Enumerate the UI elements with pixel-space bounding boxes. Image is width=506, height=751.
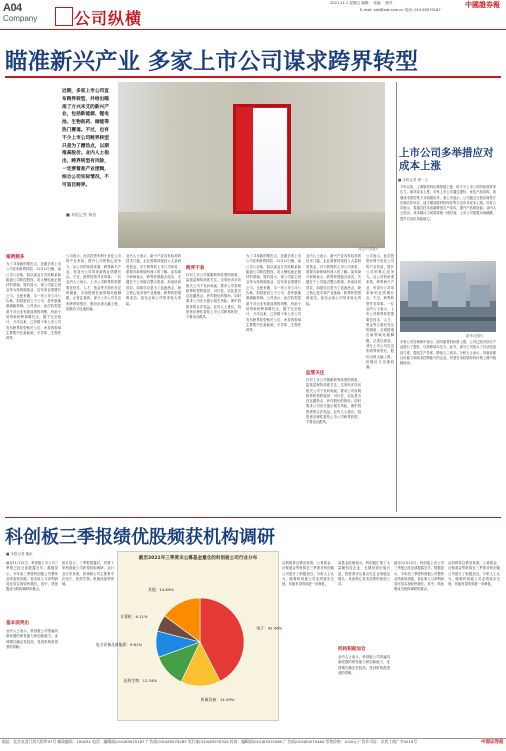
lead-byline: ■ 本报记者 杨洁 (66, 212, 97, 217)
sidebar-photo-credit: 新华社图片 (466, 334, 484, 338)
pie-label-2: 医药生物：12.34% (123, 678, 158, 684)
headline-rule (5, 76, 501, 78)
newspaper-logo: 中國證券報 (465, 0, 500, 9)
main-column-6: 业内人士表示，新兴产业具有较高的技术门槛，企业需要持续投入大量研发资金。对于跨界的上市公司来说，需要对新领域有深入的了解。某券商分析师表示，跨界转型能否成功，关键在于公司能否整合资源，形成协同效应。如果仅仅是为了追逐热点，缺乏核心技术和产业基础，跨界转型很难成功，甚至会给公司带来较大风险。 (306, 254, 361, 306)
header-contact: E-mail: zzb@zzb.com.cn 电话: 010-63070187 (360, 8, 441, 12)
header-meta: 2021.11.1 星期五 编辑： 美编： 校对： (330, 1, 396, 5)
main-column-2: 公司表示，此次投资有利于优化公司的产业布局，提升公司的核心竞争力。从公司的角度来看，跨界新兴产业，有望为公司带来新的业绩增长点。不过，跨界转型并非易事。一位业内人士表示，上市公司跨界转型需要在技术、人才、资金等方面有充足的储备，否则很难在新领域站稳脚跟。记者注意到，部分上市公司在宣布跨界转型后，股价出现大幅上涨，但随后又迅速回落。 (66, 254, 121, 311)
pie-label-4: 计算机：6.11% (120, 614, 148, 620)
section-code: A04 (3, 2, 22, 14)
section-title: 公司纵横 (74, 9, 143, 28)
sidebar-column-bottom: 多家公司在调研中表示，面对原材料价格上涨，公司已经对部分产品进行了提价，以转移成本压力。此外，部分公司加大了自动化改造力度，提高生产效率，降低人工成本。分析人士表示，具备较强议价能力和成本控制能力的企业，有望在本轮原材料价格上涨中脱颖而出。 (400, 340, 496, 366)
sidebar-headline: 上市公司多举措应对成本上涨 (399, 147, 494, 172)
main-photo (118, 82, 385, 248)
sidebar-photo-scene (400, 261, 496, 332)
footer-text: 地址：北京宣武门西大街甲97号 邮政编码：100031 电话：编辑部(010)63070187 广告部(010)63070283 发行部(010)63070324 传真：编辑部(010)63070480 广告部(010)63070484 零售价格：4.00元 广告许可证：京西工商广字0019号 (2, 739, 417, 744)
second-column-4b: 业内人士表示，科创板公司普遍具备较强的研发能力和创新能力，业绩增长确定性较高，受到机构投资者的青睐。 (338, 655, 390, 675)
second-column-2: 统计显示，三季报披露后，有数十家科创板公司获得机构调研。从行业分布来看，获调研公司主要集中在电子、医药生物、机械设备等领域。 (62, 561, 114, 587)
subhead-difficult: 跨界不易 (186, 266, 205, 271)
subhead-fundamentals: 基本面突出 (6, 621, 29, 626)
footer-logo: 中国证券报 (481, 740, 504, 745)
pie-label-3: 电力设备及新能源：9.61% (95, 641, 143, 647)
main-column-5: 为了寻找新的增长点，近期多家上市公司宣布跨界转型。11月12日晚，某公司公告称，拟以现金方式收购某新能源公司的控股权，切入锂电池正极材料领域。资料显示，该公司原主营业务为传统制造业，近年来业绩增长乏力。无独有偶，另一家上市公司公告称，拟投资设立子公司，进军新能源储能领域。公司表示，此次转型是基于对行业发展前景的判断，有助于培育新的利润增长点。据不完全统计，今年以来，已有数十家上市公司发布跨界转型相关公告，涉及的领域主要集中在新能源、半导体、生物医药等。 (246, 254, 301, 333)
main-column-6b: 针对上市公司频繁跨界转型的现象，监管层保持高度关注。交易所多次向相关公司下发问询函，要求公司说明跨界转型的原因、可行性，以及是否存在蹭热点、炒作股价的情形。同时要求公司充分提示相关风险，保护投资者的合法权益。业内人士建议，投资者应理性看待上市公司跨界转型，不要盲目跟风。 (306, 378, 361, 425)
main-column-4: 针对上市公司频繁跨界转型的现象，监管层保持高度关注。交易所多次向相关公司下发问询函，要求公司说明跨界转型的原因、可行性，以及是否存在蹭热点、炒作股价的情形。同时要求公司充分提示相关风险，保护投资者的合法权益。业内人士建议，投资者应理性看待上市公司跨界转型，不要盲目跟风。 (186, 273, 241, 320)
main-headline: 瞄准新兴产业 多家上市公司谋求跨界转型 (5, 49, 418, 75)
main-column-1: 为了寻找新的增长点，近期多家上市公司宣布跨界转型。11月12日晚，某公司公告称，拟以现金方式收购某新能源公司的控股权，切入锂电池正极材料领域。资料显示，该公司原主营业务为传统制造业，近年来业绩增长乏力。无独有偶，另一家上市公司公告称，拟投资设立子公司，进军新能源储能领域。公司表示，此次转型是基于对行业发展前景的判断，有助于培育新的利润增长点。据不完全统计，今年以来，已有数十家上市公司发布跨界转型相关公告，涉及的领域主要集中在新能源、半导体、生物医药等。 (6, 262, 61, 341)
subhead-institutions: 机构积极加仓 (338, 647, 366, 652)
sidebar-column-top: 今年以来，上游原材料价格持续上涨，给不少上市公司的经营带来压力。面对成本上涨，多家上市公司通过提价、优化产品结构、加强成本管控等方式积极应对。某公司表示，公司通过与供应商签订长期合作协议、适当增加原材料库存等方式应对成本上涨。另有公司表示，将通过技术创新降低生产成本，提升产品附加值。业内人士指出，成本端压力或将持续一段时间，上市公司需要未雨绸缪，提升自身抗风险能力。 (400, 185, 496, 221)
second-column-3: 从机构持仓情况来看，公募基金、社保基金等机构在三季度对科创板公司进行了积极加仓。分析人士认为，随着科创板公司业绩逐步兑现，估值有望得到进一步修复。 (282, 561, 334, 587)
sidebar-photo (400, 261, 496, 332)
second-column-1: 截至11月12日，科创板上市公司三季报已经全部披露完毕。数据显示，今年前三季度科创板公司整体业绩表现亮眼，营业收入与净利润同比均实现较快增长。其中，绩优股成为机构调研的重点。 (6, 561, 58, 592)
pie-chart-panel (95, 551, 283, 721)
second-column-1b: 业内人士表示，科创板公司普遍具备较强的研发能力和创新能力，业绩增长确定性较高，受到机构投资者的青睐。 (6, 629, 58, 649)
main-column-3: 业内人士表示，新兴产业具有较高的技术门槛，企业需要持续投入大量研发资金。对于跨界的上市公司来说，需要对新领域有深入的了解。某券商分析师表示，跨界转型能否成功，关键在于公司能否整合资源，形成协同效应。如果仅仅是为了追逐热点，缺乏核心技术和产业基础，跨界转型很难成功，甚至会给公司带来较大风险。 (126, 254, 181, 306)
second-headline: 科创板三季报绩优股频获机构调研 (5, 527, 275, 548)
subhead-case: 案例频多 (6, 255, 25, 260)
lead-paragraph: 近期，多家上市公司宣布跨界转型，并给出瞄准了方兴未艾的新兴产业，包括新能源、锂电池、生物医药、储能等热门赛道。不过，也有不少上市公司跨界转型只是为了蹭热点，以期推高股价。业内人士指出，跨界转型有风险，一定要看准产业逻辑，综合公司实际情况，不可盲目跨界。 (62, 89, 109, 188)
main-column-7: 公司表示，此次投资有利于优化公司的产业布局，提升公司的核心竞争力。从公司的角度来看，跨界新兴产业，有望为公司带来新的业绩增长点。不过，跨界转型并非易事。一位业内人士表示，上市公司跨界转型需要在技术、人才、资金等方面有充足的储备，否则很难在新领域站稳脚跟。记者注意到，部分上市公司在宣布跨界转型后，股价出现大幅上涨，但随后又迅速回落。 (366, 254, 394, 370)
pie-label-5: 其他：14.89% (147, 587, 174, 593)
photo-credit: 视觉中国图片 (358, 247, 379, 251)
subhead-regulation: 监管关注 (306, 371, 325, 376)
section-english: Company (3, 14, 38, 23)
chart-title: 截至2021年三季度末公募基金重仓的科创板公司行业分布 (138, 556, 258, 561)
sidebar-divider (396, 82, 397, 512)
pie-chart (95, 562, 283, 720)
second-column-4: 某基金经理表示，科创板汇集了大量硬科技企业，长期投资价值凸显。投资者可以重点关注业绩稳定增长、具备核心技术优势的优质公司。 (338, 561, 390, 587)
sidebar-byline: ■ 本报记者 康一文 (398, 178, 429, 182)
section-box-decoration (55, 7, 73, 26)
story-divider (5, 517, 501, 518)
second-column-6: 从机构持仓情况来看，公募基金、社保基金等机构在三季度对科创板公司进行了积极加仓。分析人士认为，随着科创板公司业绩逐步兑现，估值有望得到进一步修复。 (448, 561, 500, 587)
photo-floor (118, 212, 385, 248)
second-column-5: 截至11月12日，科创板上市公司三季报已经全部披露完毕。数据显示，今年前三季度科创板公司整体业绩表现亮眼，营业收入与净利润同比均实现较快增长。其中，绩优股成为机构调研的重点。 (394, 561, 444, 592)
photo-door-opening (253, 108, 287, 210)
header-rule (0, 29, 506, 30)
second-byline: ■ 本报记者 董添 (6, 552, 33, 556)
pie-label-0: 电子：42.46% (256, 625, 283, 631)
pie-label-1: 机械设备：14.59% (200, 696, 235, 702)
